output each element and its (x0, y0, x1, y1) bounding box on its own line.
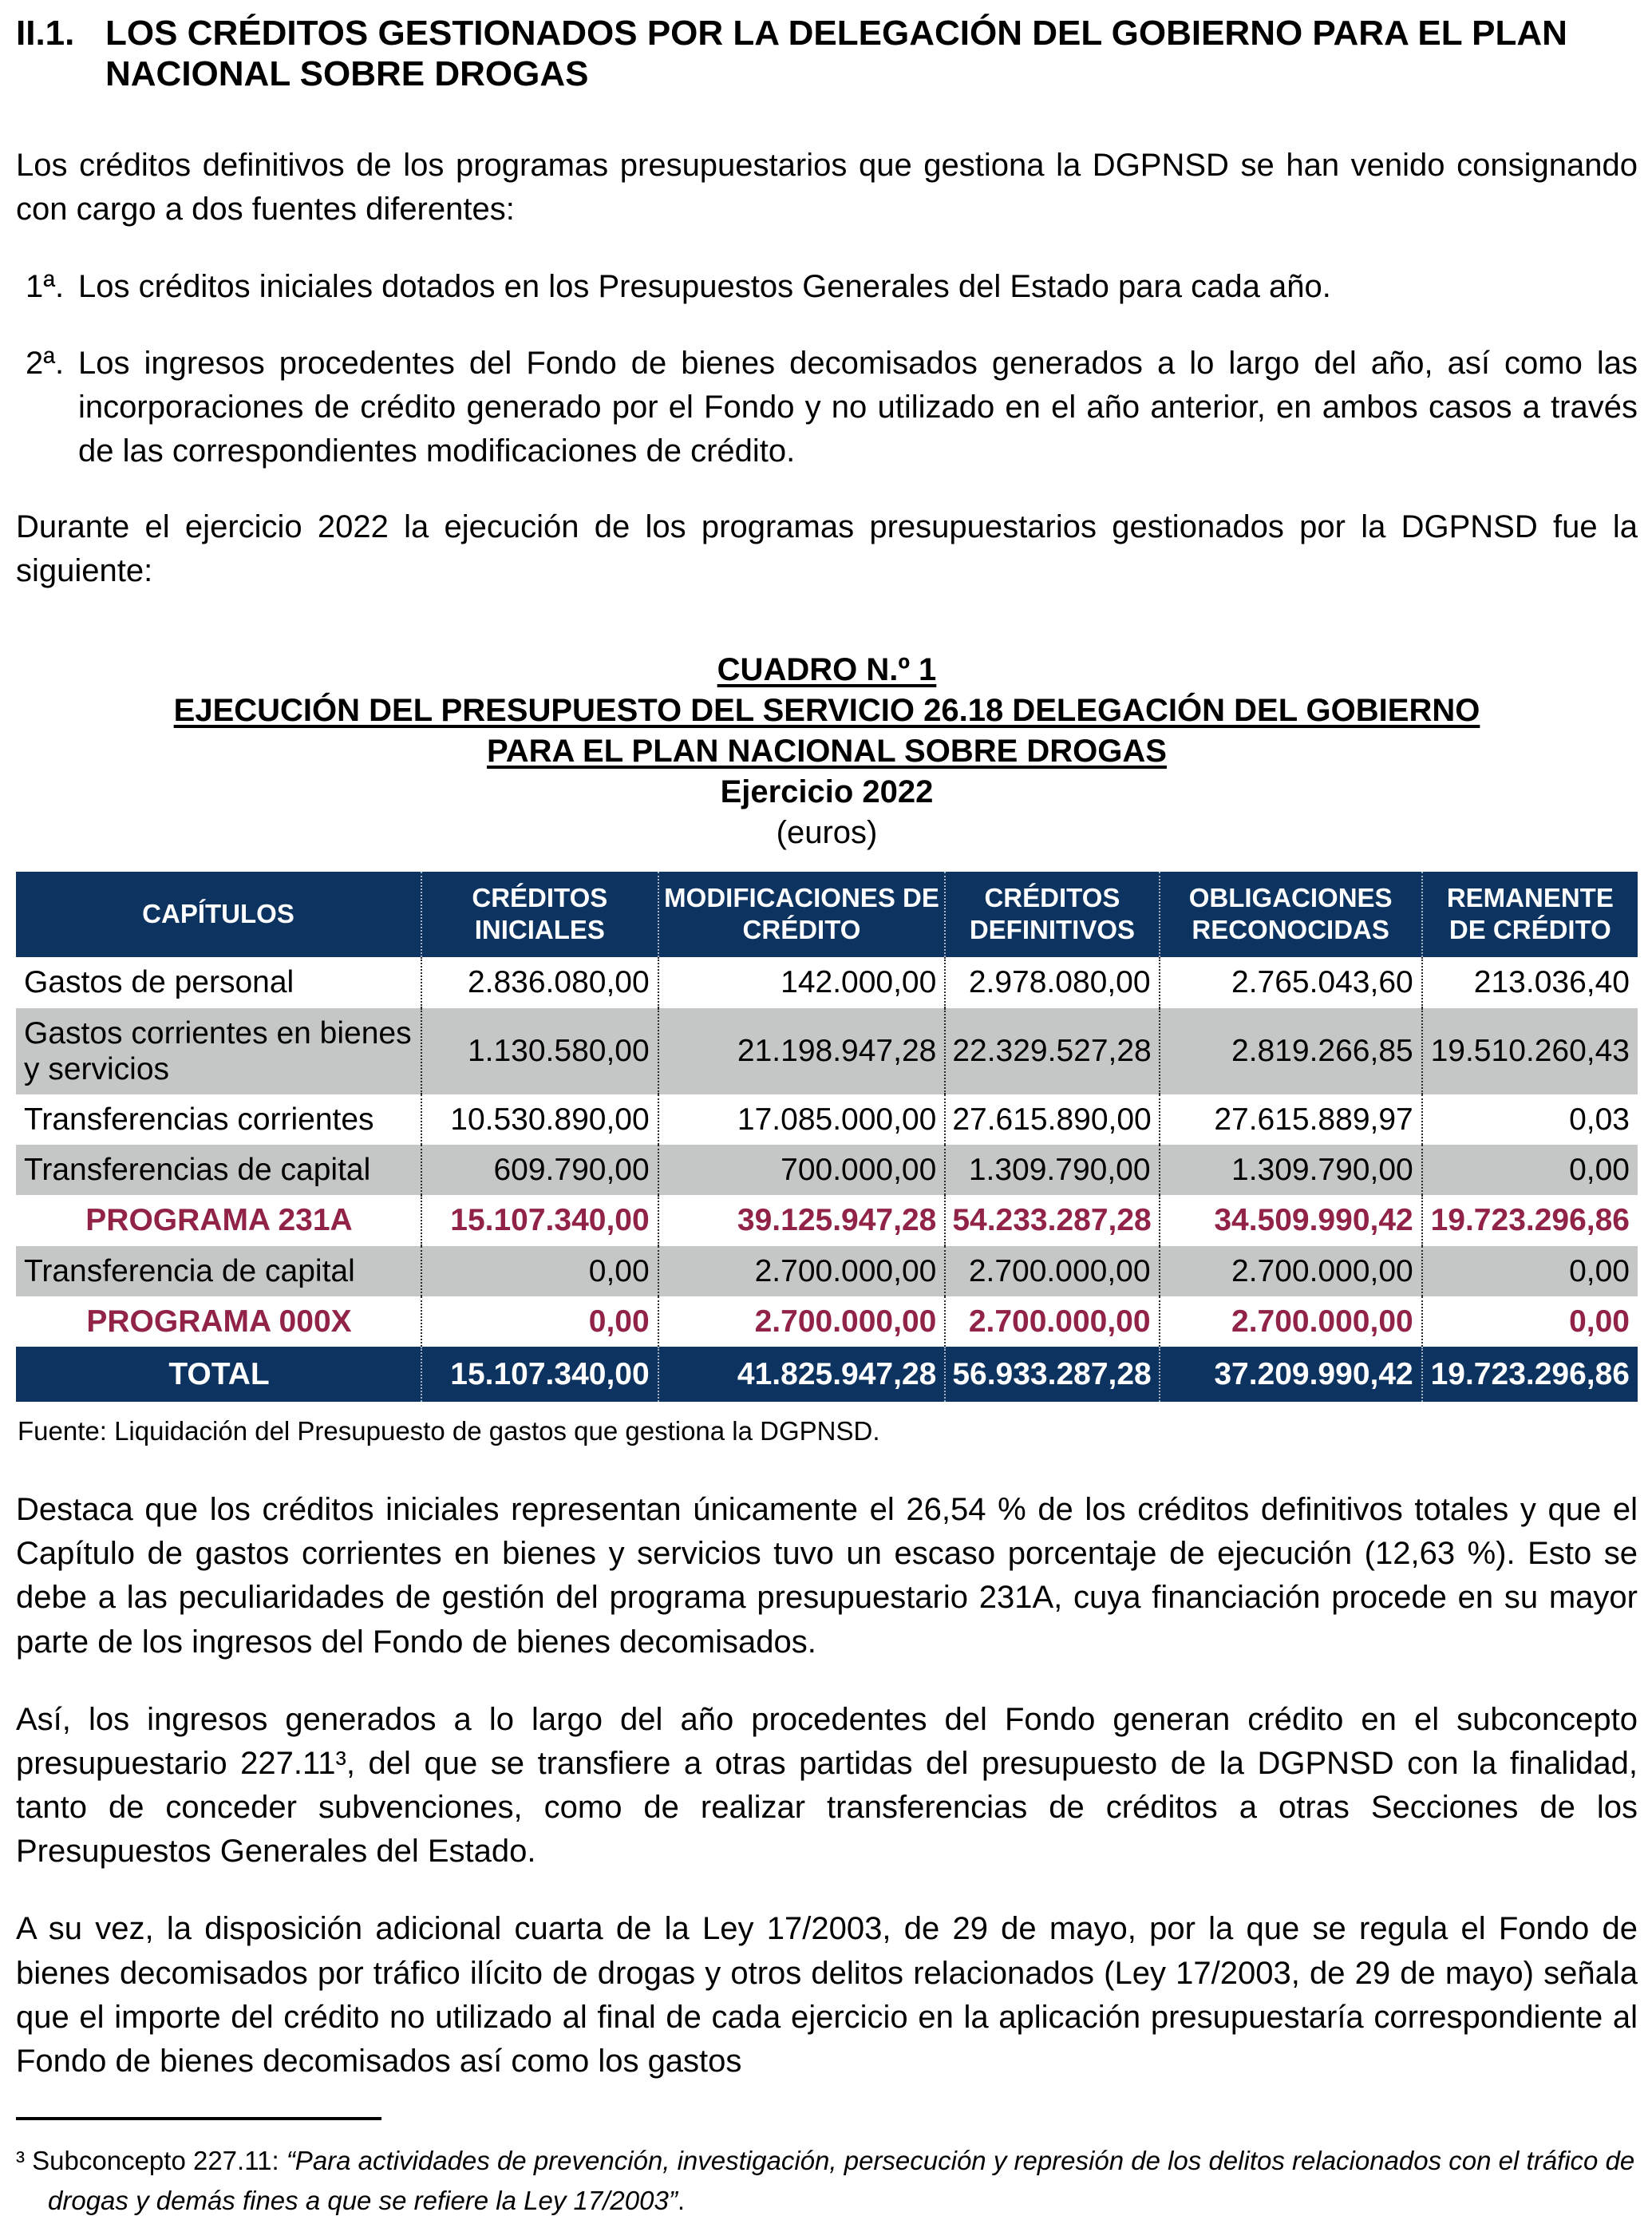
row-value: 142.000,00 (658, 957, 946, 1007)
row-label: TOTAL (16, 1347, 421, 1402)
row-value: 27.615.889,97 (1160, 1094, 1422, 1145)
footnote-prefix: ³ Subconcepto 227.11: (16, 2146, 287, 2176)
row-value: 27.615.890,00 (945, 1094, 1159, 1145)
list-item-2 (26, 342, 1638, 474)
lead-in-paragraph: Durante el ejercicio 2022 la ejecución de los programas presupuestarios gestionados por la DGPNSD fue la siguiente: (16, 509, 1638, 589)
section-heading (16, 13, 1638, 94)
row-value: 700.000,00 (658, 1145, 946, 1195)
row-value: 1.309.790,00 (1160, 1145, 1422, 1195)
table-title-line2: EJECUCIÓN DEL PRESUPUESTO DEL SERVICIO 26.18 DELEGACIÓN DEL GOBIERNO (173, 692, 1480, 728)
table-title-line1: CUADRO N.º 1 (717, 651, 937, 687)
table-source-line: Fuente: Liquidación del Presupuesto de gastos que gestiona la DGPNSD. (18, 1416, 880, 1446)
intro-paragraph: Los créditos definitivos de los programas presupuestarios que gestiona la DGPNSD se han venido consignando con cargo a dos fuentes diferentes: (16, 148, 1638, 228)
row-value: 19.510.260,43 (1422, 1008, 1638, 1094)
row-value: 2.700.000,00 (658, 1296, 946, 1347)
table-row (16, 1296, 1638, 1347)
row-value: 0,00 (1422, 1246, 1638, 1296)
col-header-remanente: REMANENTE DE CRÉDITO (1422, 872, 1638, 958)
table-total-row (16, 1347, 1638, 1402)
row-value: 21.198.947,28 (658, 1008, 946, 1094)
col-header-modificaciones: MODIFICACIONES DE CRÉDITO (658, 872, 946, 958)
row-value: 37.209.990,42 (1160, 1347, 1422, 1402)
row-value: 56.933.287,28 (945, 1347, 1159, 1402)
row-label: Gastos de personal (24, 965, 294, 1000)
list-item-2-text: Los ingresos procedentes del Fondo de bienes decomisados generados a lo largo del año, así como las incorporaciones de crédito generado por el Fondo y no utilizado en el año anterior, en ambos casos a través de las correspondientes modificaciones de crédito. (78, 345, 1638, 469)
paragraph-asi: Así, los ingresos generados a lo largo del año procedentes del Fondo generan crédito en el subconcepto presupuestario 227.11³, del que se transfiere a otras partidas del presupuesto de la DGPNSD con la finalidad, tanto de conceder subvenciones, como de realizar transferencias de créditos a otras Secciones de los Presupuestos Generales del Estado. (16, 1701, 1638, 1870)
table-body (16, 957, 1638, 1402)
row-label: PROGRAMA 231A (85, 1203, 353, 1238)
row-value: 0,00 (1422, 1296, 1638, 1347)
list-item-1-marker: 1ª. (26, 269, 65, 305)
row-value: 2.765.043,60 (1160, 957, 1422, 1007)
row-value: 10.530.890,00 (421, 1094, 658, 1145)
section-number: II.1. (16, 14, 75, 53)
row-value: 213.036,40 (1422, 957, 1638, 1007)
row-value: 19.723.296,86 (1422, 1195, 1638, 1245)
row-value: 2.700.000,00 (1160, 1296, 1422, 1347)
table-title-block (16, 650, 1638, 854)
paragraph-destaca: Destaca que los créditos iniciales representan únicamente el 26,54 % de los créditos definitivos totales y que el Capítulo de gastos corrientes en bienes y servicios tuvo un escaso porcentaje de ejecución (12,63 %). Esto se debe a las peculiaridades de gestión del programa presupuestario 231A, cuya financiación procede en su mayor parte de los ingresos del Fondo de bienes decomisados. (16, 1491, 1638, 1660)
table-unit-label: (euros) (776, 815, 878, 851)
row-value: 2.700.000,00 (1160, 1246, 1422, 1296)
row-value: 0,00 (421, 1246, 658, 1296)
table-row (16, 1008, 1638, 1094)
list-item-1 (26, 265, 1638, 309)
table-row (16, 1246, 1638, 1296)
row-label: PROGRAMA 000X (86, 1304, 352, 1339)
paragraph-asuvez: A su vez, la disposición adicional cuarta de la Ley 17/2003, de 29 de mayo, por la que se regula el Fondo de bienes decomisados por tráfico ilícito de drogas y otros delitos relacionados (Ley 17/2003, de 29 de mayo) señala que el importe del crédito no utilizado al final de cada ejercicio en la aplicación presupuestaría correspondiente al Fondo de bienes decomisados así como los gastos (16, 1911, 1638, 2079)
col-header-capitulos: CAPÍTULOS (16, 872, 421, 958)
row-value: 2.819.266,85 (1160, 1008, 1422, 1094)
row-value: 54.233.287,28 (945, 1195, 1159, 1245)
row-value: 2.700.000,00 (658, 1246, 946, 1296)
row-value: 2.700.000,00 (945, 1246, 1159, 1296)
row-value: 39.125.947,28 (658, 1195, 946, 1245)
col-header-creditos-iniciales: CRÉDITOS INICIALES (421, 872, 658, 958)
row-value: 2.836.080,00 (421, 957, 658, 1007)
row-label: Gastos corrientes en bienes y servicios (16, 1008, 421, 1094)
row-value: 19.723.296,86 (1422, 1347, 1638, 1402)
section-title: LOS CRÉDITOS GESTIONADOS POR LA DELEGACIÓN DEL GOBIERNO PARA EL PLAN NACIONAL SOBRE DROGAS (105, 14, 1567, 94)
row-value: 22.329.527,28 (945, 1008, 1159, 1094)
row-label: Transferencias de capital (16, 1145, 421, 1195)
list-item-1-text: Los créditos iniciales dotados en los Presupuestos Generales del Estado para cada año. (78, 269, 1331, 305)
row-value: 0,00 (421, 1296, 658, 1347)
footnote-suffix: . (677, 2185, 685, 2215)
row-value: 1.130.580,00 (421, 1008, 658, 1094)
row-value: 0,03 (1422, 1094, 1638, 1145)
row-value: 15.107.340,00 (421, 1347, 658, 1402)
table-title-line3: PARA EL PLAN NACIONAL SOBRE DROGAS (487, 733, 1167, 769)
footnote-separator (16, 2117, 381, 2120)
table-row (16, 957, 1638, 1007)
budget-table (16, 872, 1638, 1403)
row-value: 609.790,00 (421, 1145, 658, 1195)
footnote (16, 2141, 1638, 2216)
row-label: Transferencia de capital (16, 1246, 421, 1296)
col-header-obligaciones: OBLIGACIONES RECONOCIDAS (1160, 872, 1422, 958)
row-value: 41.825.947,28 (658, 1347, 946, 1402)
row-value: 2.978.080,00 (945, 957, 1159, 1007)
list-item-2-marker: 2ª. (26, 345, 65, 381)
row-value: 2.700.000,00 (945, 1296, 1159, 1347)
row-value: 15.107.340,00 (421, 1195, 658, 1245)
table-row (16, 1145, 1638, 1195)
table-row (16, 1094, 1638, 1145)
row-value: 1.309.790,00 (945, 1145, 1159, 1195)
row-label: Transferencias corrientes (24, 1102, 374, 1138)
table-header-row (16, 872, 1638, 958)
row-value: 17.085.000,00 (658, 1094, 946, 1145)
col-header-creditos-definitivos: CRÉDITOS DEFINITIVOS (945, 872, 1159, 958)
footnote-quote: “Para actividades de prevención, investigación, persecución y represión de los delitos relacionados con el tráfico de drogas y demás fines a que se refiere la Ley 17/2003” (48, 2146, 1635, 2215)
row-value: 0,00 (1422, 1145, 1638, 1195)
row-value: 34.509.990,42 (1160, 1195, 1422, 1245)
table-subtitle: Ejercicio 2022 (720, 774, 934, 810)
table-row (16, 1195, 1638, 1245)
